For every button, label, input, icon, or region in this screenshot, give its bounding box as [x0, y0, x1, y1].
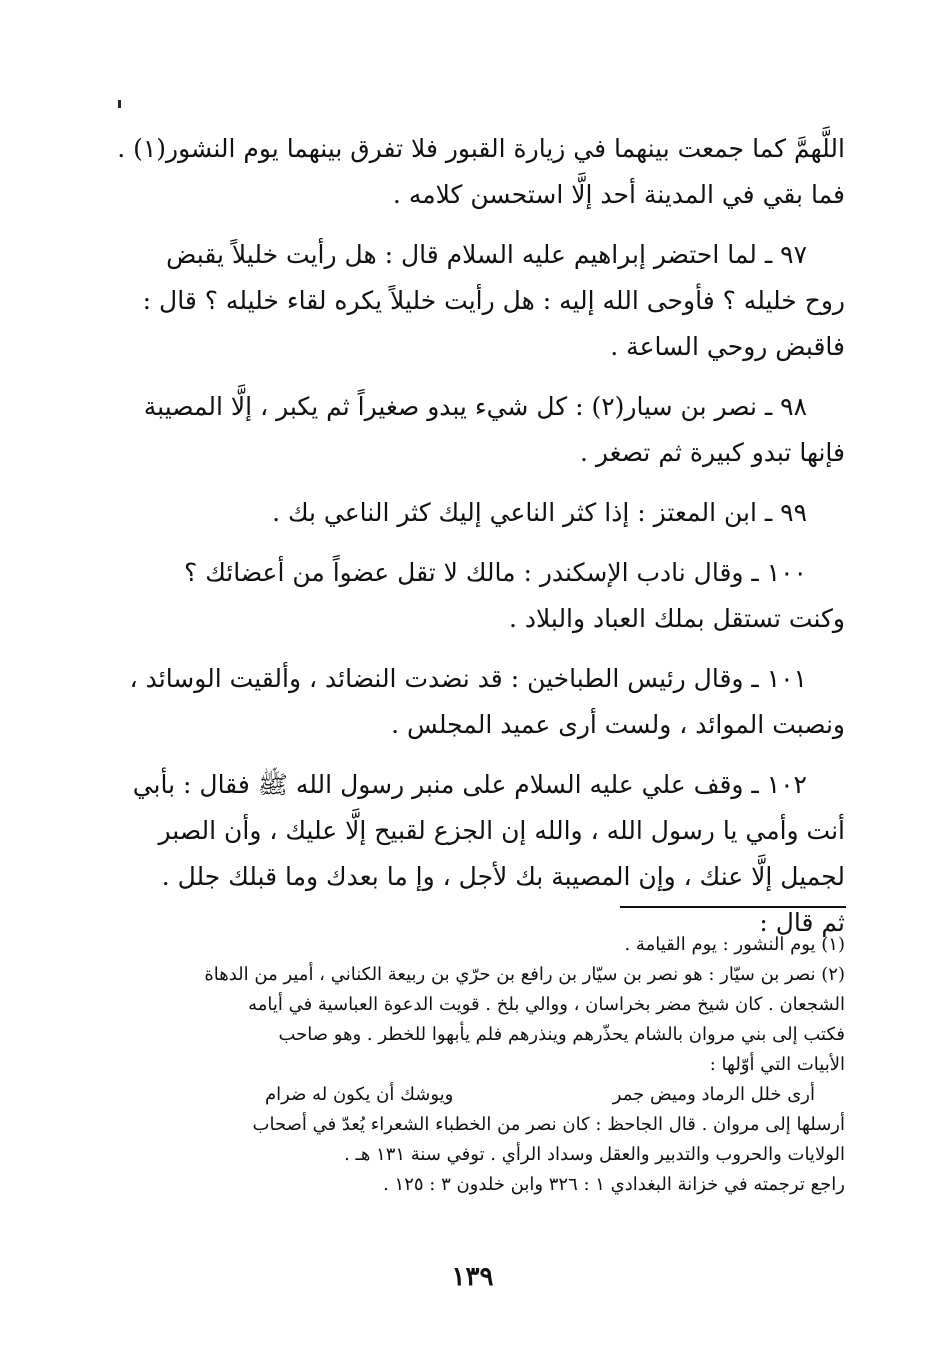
text-line: ٩٨ ـ نصر بن سيار(٢) : كل شيء يبدو صغيراً ثم يكبر ، إلَّا المصيبة	[143, 392, 807, 421]
verse-first-hemistich: أرى خلل الرماد وميض جمر	[612, 1084, 815, 1105]
text-line: ونصبت الموائد ، ولست أرى عميد المجلس .	[391, 710, 845, 739]
page-number: ١٣٩	[451, 1262, 494, 1292]
main-text	[115, 126, 845, 960]
paragraph-97	[115, 232, 845, 370]
text-line: ٩٧ ـ لما احتضر إبراهيم عليه السلام قال : هل رأيت خليلاً يقبض	[166, 240, 807, 269]
paragraph-102	[115, 762, 845, 946]
paragraph-intro	[115, 126, 845, 218]
footnote-line: أرسلها إلى مروان . قال الجاحظ : كان نصر من الخطباء الشعراء يُعدّ في أصحاب	[252, 1114, 845, 1135]
paragraph-100	[115, 550, 845, 642]
text-line: ١٠١ ـ وقال رئيس الطباخين : قد نضدت النضائد ، وألقيت الوسائد ،	[129, 664, 807, 693]
paragraph-99	[115, 490, 845, 536]
text-line: ١٠٠ ـ وقال نادب الإسكندر : مالك لا تقل عضواً من أعضائك ؟	[184, 558, 807, 587]
footnote-separator	[620, 906, 846, 908]
text-line: وكنت تستقل بملك العباد والبلاد .	[508, 604, 845, 633]
text-line: روح خليله ؟ فأوحى الله إليه : هل رأيت خليلاً يكره لقاء خليله ؟ قال :	[142, 286, 845, 315]
footnote-line: فكتب إلى بني مروان بالشام يحذّرهم وينذرهم فلم يأبهوا للخطر . وهو صاحب	[278, 1024, 845, 1045]
footnote-1: (١) يوم النشور : يوم القيامة .	[624, 934, 845, 955]
footnote-line: الشجعان . كان شيخ مضر بخراسان ، ووالي بلخ . قويت الدعوة العباسية في أيامه	[248, 994, 845, 1015]
text-line: لجميل إلَّا عنك ، وإن المصيبة بك لأجل ، وإ ما بعدك وما قبلك جلل .	[161, 862, 845, 891]
text-line: فإنها تبدو كبيرة ثم تصغر .	[579, 438, 845, 467]
printing-mark	[118, 100, 121, 108]
footnote-line: الأبيات التي أوّلها :	[709, 1054, 845, 1075]
footnotes	[115, 930, 845, 1200]
text-line: ١٠٢ ـ وقف علي عليه السلام على منبر رسول الله ﷺ فقال : بأبي	[132, 770, 807, 799]
footnote-2	[115, 960, 845, 1200]
text-line: اللَّهمَّ كما جمعت بينهما في زيارة القبور فلا تفرق بينهما يوم النشور(١) .	[117, 134, 845, 163]
text-line: ثم قال :	[759, 908, 845, 937]
footnote-line: (٢) نصر بن سيّار : هو نصر بن سيّار بن رافع بن حرّي بن ربيعة الكناني ، أمير من الدهاة	[204, 964, 845, 985]
text-line: فاقبض روحي الساعة .	[610, 332, 845, 361]
footnote-line: راجع ترجمته في خزانة البغدادي ١ : ٣٢٦ وابن خلدون ٣ : ١٢٥ .	[383, 1174, 845, 1195]
text-line: فما بقي في المدينة أحد إلَّا استحسن كلامه .	[392, 180, 845, 209]
paragraph-98	[115, 384, 845, 476]
text-line: أنت وأمي يا رسول الله ، والله إن الجزع لقبيح إلَّا عليك ، وأن الصبر	[158, 816, 845, 845]
paragraph-101	[115, 656, 845, 748]
footnote-line: الولايات والحروب والتدبير والعقل وسداد الرأي . توفي سنة ١٣١ هـ .	[344, 1144, 845, 1165]
text-line: ٩٩ ـ ابن المعتز : إذا كثر الناعي إليك كثر الناعي بك .	[272, 498, 807, 527]
verse-line	[115, 1080, 845, 1110]
verse-second-hemistich: ويوشك أن يكون له ضرام	[265, 1084, 454, 1105]
